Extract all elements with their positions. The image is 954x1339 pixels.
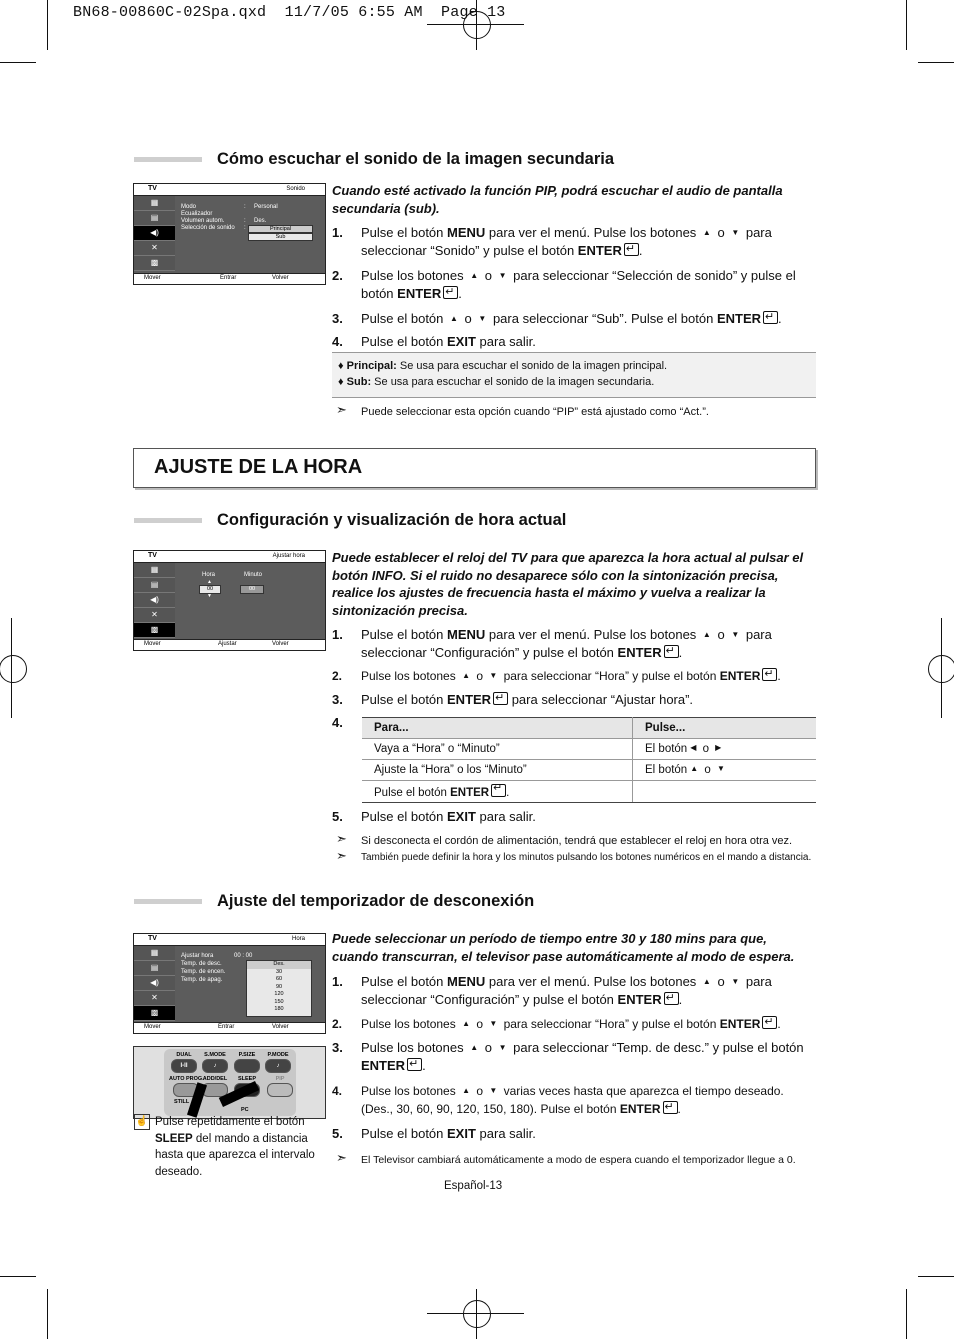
osd-label: Hora: [202, 572, 216, 578]
sound-icon: ◀): [134, 976, 175, 991]
crop-mark: [906, 0, 907, 50]
osd-foot: Entrar: [220, 275, 237, 281]
table-header: Para...: [362, 718, 633, 739]
step: 5. Pulse el botón EXIT para salir.: [332, 809, 536, 824]
note-arrow-icon: ➣: [336, 402, 347, 417]
chapter-title: AJUSTE DE LA HORA: [154, 456, 363, 478]
crop-mark: [0, 1276, 36, 1277]
down-arrow-icon: ▼: [498, 1043, 507, 1052]
osd-row: Volumen autom.: [181, 218, 225, 224]
osd-row: Ajustar hora: [181, 953, 214, 959]
down-arrow-icon: ▼: [498, 271, 507, 280]
step: 2. Pulse los botones ▲ o ▼ para seleccionar “Selección de sonido” y pulse el botón ENTER↵ .: [332, 267, 816, 303]
down-arrow-icon: ▼: [489, 1019, 498, 1028]
osd-sound-screen: TV Sonido ▦ ▤ ◀) ✕ ▩ Modo Ecualizador Volumen autom. Selección de sonido : : : Personal Des. Principal Sub Mover Entrar Volver: [133, 183, 326, 285]
remote-button-still: STILL: [174, 1099, 190, 1105]
info-box: ♦ Principal: Se usa para escuchar el sonido de la imagen principal. ♦ Sub: Se usa para escuchar el sonido de la imagen secundaria.: [332, 352, 816, 398]
table-cell: El botón ◀ o ▶: [633, 739, 817, 760]
step: 4. Pulse los botones ▲ o ▼ varias veces hasta que aparezca el tiempo deseado. (Des., 30, 60, 90, 120, 150, 180). Pulse el botón ENTER↵ .: [332, 1082, 816, 1118]
up-arrow-icon: ▲: [470, 271, 479, 280]
crop-mark: [918, 1276, 954, 1277]
step: 2. Pulse los botones ▲ o ▼ para seleccionar “Hora” y pulse el botón ENTER↵ .: [332, 1015, 816, 1033]
osd-tv-label: TV: [148, 552, 157, 559]
note-arrow-icon: ➣: [336, 1150, 347, 1165]
osd-hour-box: 00: [199, 585, 221, 594]
step: 3. Pulse el botón ▲ o ▼ para seleccionar “Sub”. Pulse el botón ENTER↵ .: [332, 310, 816, 328]
note: ➣ Si desconecta el cordón de alimentación, tendrá que establecer el reloj en hora otra vez.: [336, 831, 793, 847]
crop-mark: [11, 618, 12, 718]
osd-row: Temp. de apag.: [181, 977, 223, 983]
crop-mark: [476, 1289, 477, 1339]
osd-foot: Mover: [144, 275, 161, 281]
enter-icon: [624, 243, 639, 256]
osd-foot: Ajustar: [218, 641, 237, 647]
table-cell: Pulse el botón ENTER↵ .: [362, 781, 633, 803]
input-icon: ▩: [134, 1006, 175, 1021]
osd-menu-title: Ajustar hora: [272, 553, 305, 559]
osd-value: Personal: [254, 204, 278, 210]
osd-value: Des.: [254, 218, 267, 224]
registration-mark: [0, 655, 27, 683]
section-title: Configuración y visualización de hora actual: [217, 510, 567, 529]
osd-sleep-screen: [133, 933, 326, 1034]
osd-option: 90: [275, 983, 283, 990]
enter-icon: [664, 645, 679, 658]
up-arrow-icon: ▲: [702, 630, 711, 639]
osd-foot: Volver: [272, 641, 289, 647]
note: ➣ También puede definir la hora y los minutos pulsando los botones numéricos en el mando a distancia.: [336, 848, 812, 863]
osd-menu-title: Sonido: [286, 186, 305, 192]
intro-text: Puede establecer el reloj del TV para que aparezca la hora actual al pulsar el botón INFO. Si el ruido no desaparece sólo con la sintonización precisa, realice los ajustes de frecuencia hasta el máximo y vuelva a realizar la sintonización precisa.: [332, 550, 804, 618]
remote-hand-icon: ☝: [134, 1114, 150, 1130]
crop-mark: [47, 1289, 48, 1339]
input-icon: ▩: [134, 256, 175, 271]
note: ➣ Puede seleccionar esta opción cuando “PIP” está ajustado como “Act.”.: [336, 402, 709, 418]
osd-foot: Mover: [144, 641, 161, 647]
section-heading: [134, 511, 566, 529]
channel-icon: ▤: [134, 961, 175, 976]
osd-foot: Volver: [272, 275, 289, 281]
picture-icon: ▦: [134, 946, 175, 961]
crop-mark: [941, 618, 942, 718]
enter-icon: [493, 692, 508, 705]
enter-icon: [762, 1016, 777, 1029]
section-title: Ajuste del temporizador de desconexión: [217, 891, 535, 910]
enter-icon: [664, 992, 679, 1005]
up-arrow-icon: ▲: [702, 977, 711, 986]
table-row: [362, 760, 816, 781]
remote-caption: Pulse repetidamente el botón SLEEP del mando a distancia hasta que aparezca el intervalo deseado.: [155, 1116, 315, 1178]
osd-foot: Mover: [144, 1024, 161, 1030]
heading-bar: [134, 899, 202, 904]
heading-bar: [134, 157, 202, 162]
page-number: Español-13: [444, 1180, 503, 1192]
remote-button-autoprog: AUTO PROG.: [169, 1076, 204, 1097]
channel-icon: ▤: [134, 211, 175, 226]
up-arrow-icon: ▲: [462, 1086, 470, 1095]
right-arrow-icon: ▶: [715, 743, 722, 752]
crop-mark: [427, 24, 524, 25]
osd-minute-box: 00: [240, 585, 264, 594]
setup-icon: ✕: [134, 241, 175, 256]
enter-icon: [443, 286, 458, 299]
osd-row: Modo: [181, 204, 197, 210]
enter-icon: [762, 668, 777, 681]
osd-option: 120: [274, 991, 284, 997]
table-row: [362, 739, 816, 760]
osd-row: Temp. de encen.: [181, 969, 226, 975]
table-header-row: [362, 718, 816, 739]
note: ➣ El Televisor cambiará automáticamente a modo de espera cuando el temporizador llegue a 0.: [336, 1150, 796, 1166]
section-heading: [134, 150, 614, 168]
table-cell: El botón ▲ o ▼: [633, 760, 817, 781]
down-arrow-icon: ▼: [731, 228, 740, 237]
osd-time: 00 : 00: [234, 953, 253, 959]
osd-row: Ecualizador: [181, 211, 213, 217]
intro-text: Cuando esté activado la función PIP, podrá escuchar el audio de pantalla secundaria (sub).: [332, 183, 783, 216]
section-title: Cómo escuchar el sonido de la imagen secundaria: [217, 149, 615, 168]
up-arrow-icon: ▲: [450, 314, 458, 323]
osd-option: 180: [274, 1006, 284, 1012]
remote-button-pmode: P.MODE ♪: [265, 1052, 291, 1073]
down-arrow-icon: ▼: [731, 977, 740, 986]
crop-mark: [427, 1313, 524, 1314]
osd-foot: Volver: [272, 1024, 289, 1030]
enter-icon: [491, 784, 506, 797]
intro-text: Puede seleccionar un período de tiempo entre 30 y 180 mins para que, cuando transcurran, el televisor pase automáticamente al modo de espera.: [332, 931, 795, 964]
note-arrow-icon: ➣: [336, 848, 347, 863]
sound-icon: ◀): [134, 226, 175, 241]
crop-mark: [906, 1289, 907, 1339]
remote-button-psize: P.SIZE: [234, 1052, 260, 1073]
down-arrow-icon: ▼: [489, 1086, 498, 1095]
setup-icon: ✕: [134, 608, 175, 623]
osd-label: Minuto: [244, 572, 263, 578]
osd-option: Des.: [247, 961, 311, 969]
picture-icon: ▦: [134, 196, 175, 211]
remote-button-sleep: SLEEP: [234, 1076, 260, 1097]
step: 5. Pulse el botón EXIT para salir.: [332, 1126, 536, 1141]
osd-row: Selección de sonido: [181, 225, 235, 231]
enter-icon: [663, 1101, 678, 1114]
input-icon: ▩: [134, 623, 175, 638]
up-arrow-icon: ▲: [470, 1043, 479, 1052]
table-cell: Ajuste la “Hora” o los “Minuto”: [362, 760, 633, 781]
osd-tv-label: TV: [148, 935, 157, 942]
up-arrow-icon: ▲: [462, 671, 470, 680]
osd-option: 150: [274, 998, 284, 1005]
remote-button-pc: PC: [241, 1107, 249, 1113]
up-arrow-icon: ▲: [462, 1019, 470, 1028]
osd-menu-title: Hora: [291, 936, 305, 942]
registration-mark: [463, 1300, 491, 1328]
down-arrow-icon: ▼: [489, 671, 498, 680]
sound-icon: ◀): [134, 593, 175, 608]
table-cell: [633, 781, 817, 803]
step: 1. Pulse el botón MENU para ver el menú. Pulse los botones ▲ o ▼ para seleccionar “Configuración” y pulse el botón ENTER↵ .: [332, 626, 816, 662]
step: 1. Pulse el botón MENU para ver el menú. Pulse los botones ▲ o ▼ para seleccionar “Sonido” y pulse el botón ENTER↵ .: [332, 224, 816, 260]
remote-button-pip: PIP: [267, 1076, 293, 1097]
down-arrow-icon: ▼: [478, 314, 487, 323]
osd-option: 60: [275, 976, 283, 982]
step: 4. Pulse el botón EXIT para salir.: [332, 334, 536, 349]
left-arrow-icon: ◀: [690, 743, 697, 752]
table-row: [362, 781, 816, 803]
setup-icon: ✕: [134, 991, 175, 1006]
down-arrow-icon: ▼: [716, 764, 725, 773]
osd-clock-screen: TV Ajustar hora ▦ ▤ ◀) ✕ ▩ Hora Minuto ▲ 00 ▼ 00 Mover Ajustar Volver: [133, 550, 326, 651]
remote-button-smode: S.MODE ♪: [202, 1052, 228, 1073]
channel-icon: ▤: [134, 578, 175, 593]
note-arrow-icon: ➣: [336, 831, 347, 846]
osd-option: Sub: [248, 233, 313, 241]
crop-mark: [0, 62, 36, 63]
controls-table: [362, 717, 816, 803]
crop-mark: [47, 0, 48, 50]
step: 3. Pulse los botones ▲ o ▼ para seleccionar “Temp. de desc.” y pulse el botón ENTER↵ .: [332, 1039, 816, 1075]
heading-bar: [134, 518, 202, 523]
crop-mark: [918, 62, 954, 63]
chapter-banner: [133, 448, 816, 488]
step: 2. Pulse los botones ▲ o ▼ para seleccionar “Hora” y pulse el botón ENTER↵ .: [332, 667, 816, 685]
osd-row: Temp. de desc.: [181, 961, 222, 967]
table-cell: Vaya a “Hora” o “Minuto”: [362, 739, 633, 760]
remote-control-illustration: [133, 1046, 326, 1119]
section-heading: [134, 892, 534, 910]
osd-option: Principal: [248, 225, 313, 233]
osd-option: 30: [275, 968, 283, 975]
up-arrow-icon: ▲: [690, 764, 699, 773]
table-header: Pulse...: [633, 718, 817, 739]
enter-icon: [763, 311, 778, 324]
enter-icon: [407, 1058, 422, 1071]
remote-button-dual: DUAL I-II: [171, 1052, 197, 1073]
up-arrow-icon: ▲: [702, 228, 711, 237]
osd-sleep-list: [246, 960, 312, 1017]
step: 1. Pulse el botón MENU para ver el menú. Pulse los botones ▲ o ▼ para seleccionar “Configuración” y pulse el botón ENTER↵ .: [332, 973, 816, 1009]
remote-button-adddel: ADD/DEL: [202, 1076, 228, 1097]
osd-foot: Entrar: [218, 1024, 235, 1030]
file-header: BN68-00860C-02Spa.qxd 11/7/05 6:55 AM Page 13: [73, 4, 506, 21]
down-arrow-icon: ▼: [731, 630, 740, 639]
step: 3. Pulse el botón ENTER↵ para seleccionar “Ajustar hora”.: [332, 691, 816, 709]
osd-tv-label: TV: [148, 185, 157, 192]
picture-icon: ▦: [134, 563, 175, 578]
